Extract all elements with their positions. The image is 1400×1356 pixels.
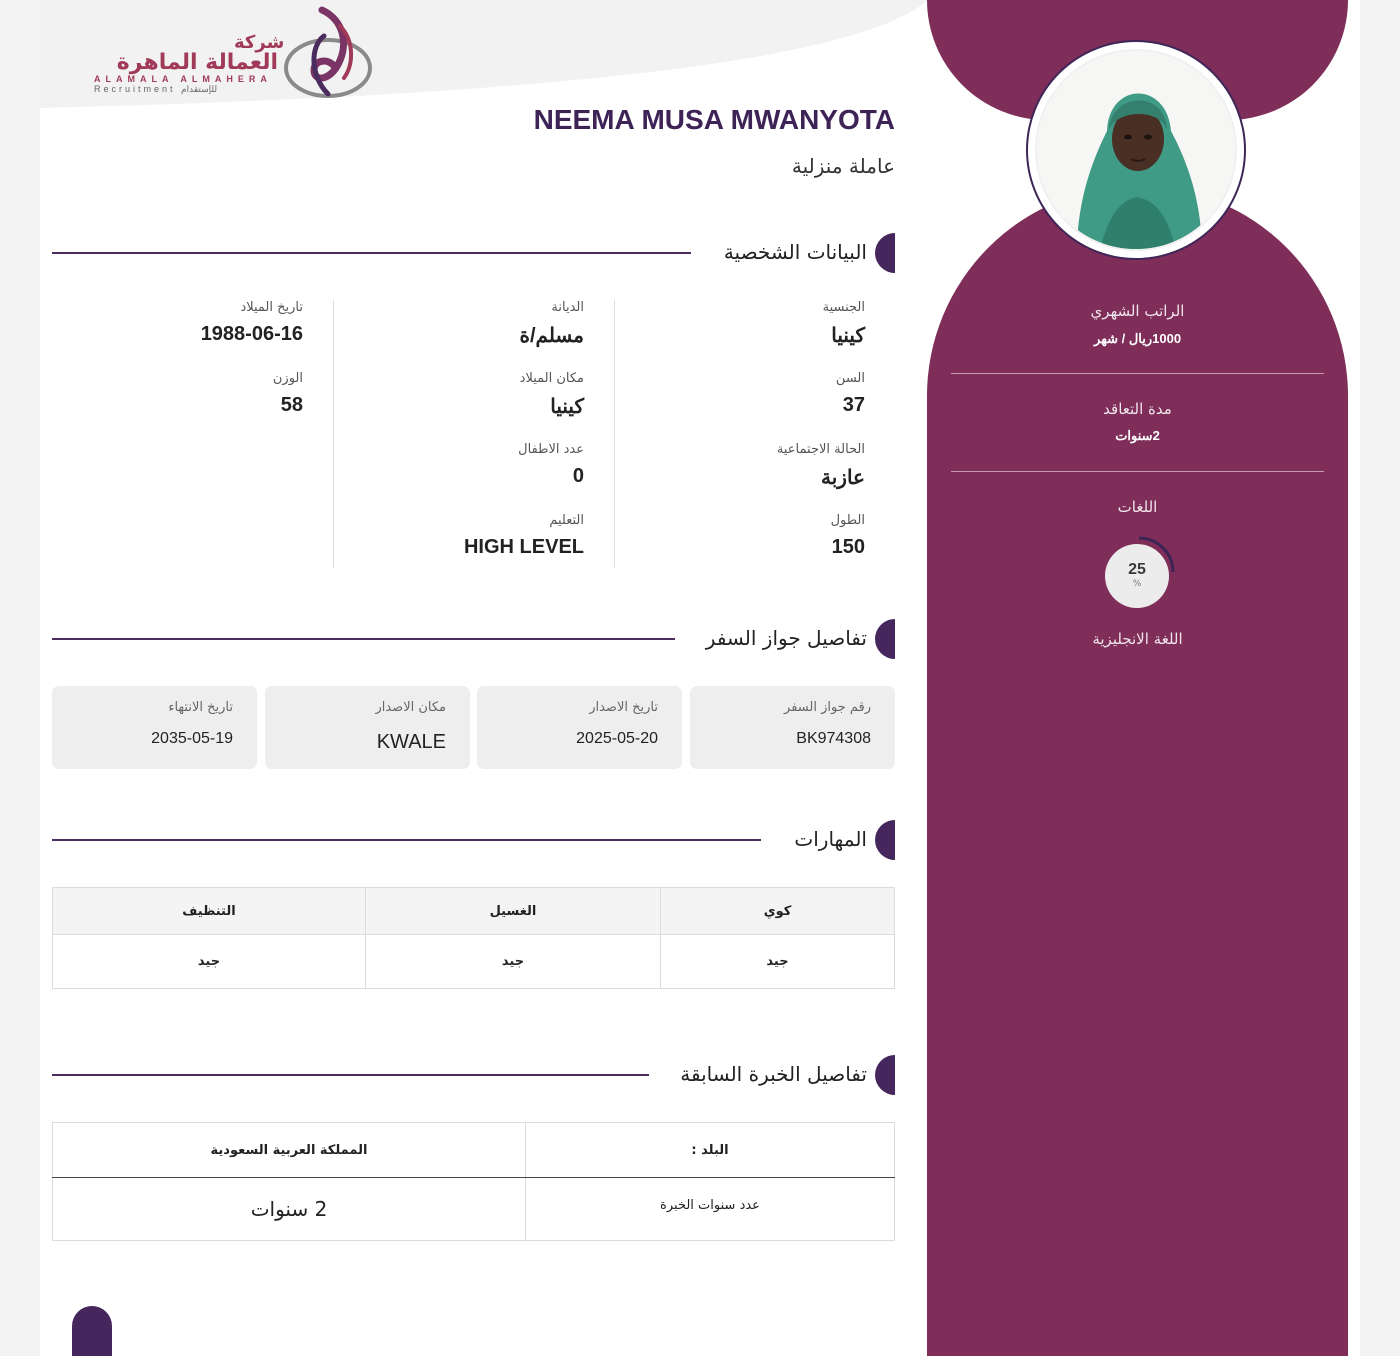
language-progress-core xyxy=(1105,544,1169,608)
personal-column-1 xyxy=(614,300,895,568)
info-age xyxy=(836,371,865,417)
section-title: تفاصيل الخبرة السابقة xyxy=(680,1062,867,1086)
person-avatar-icon xyxy=(1037,51,1237,251)
logo-english: ALAMALA ALMAHERA xyxy=(94,74,272,84)
languages-label: اللغات xyxy=(1117,498,1158,516)
passport-field-label: تاريخ الاصدار xyxy=(589,700,658,715)
section-header-passport xyxy=(52,619,895,659)
table-row xyxy=(53,1123,895,1178)
passport-issue-date-card xyxy=(477,686,682,769)
info-marital-status xyxy=(777,442,865,490)
section-header-experience xyxy=(52,1055,895,1095)
skill-level: جيد xyxy=(661,935,895,989)
passport-expiry-date-card xyxy=(52,686,257,769)
info-value: 37 xyxy=(842,394,865,416)
logo-emblem-icon xyxy=(284,6,376,100)
info-height xyxy=(831,513,865,559)
company-logo xyxy=(94,6,374,100)
experience-years-label: عدد سنوات الخبرة xyxy=(526,1178,895,1241)
info-label: الطول xyxy=(830,513,865,528)
info-value: عازبة xyxy=(821,467,865,489)
info-label: تاريخ الميلاد xyxy=(240,300,303,315)
info-label: الديانة xyxy=(551,300,584,315)
skill-header: التنظيف xyxy=(53,888,366,935)
info-religion xyxy=(519,300,584,348)
salary-value: 1000ريال / شهر xyxy=(1093,331,1182,346)
passport-field-label: رقم جواز السفر xyxy=(784,700,871,715)
experience-country-value: المملكة العربية السعودية xyxy=(53,1123,526,1178)
info-label: عدد الاطفال xyxy=(518,442,584,457)
page-footer-marker xyxy=(72,1306,112,1356)
passport-field-value: KWALE xyxy=(376,731,446,753)
info-label: مكان الميلاد xyxy=(519,371,584,386)
info-label: التعليم xyxy=(549,513,584,528)
info-value: 0 xyxy=(572,465,584,487)
info-children xyxy=(518,442,584,488)
skills-table xyxy=(52,887,895,989)
info-education xyxy=(464,513,584,559)
section-line xyxy=(52,252,691,254)
info-birth-place xyxy=(520,371,584,419)
table-row xyxy=(53,935,895,989)
passport-field-value: 2035-05-19 xyxy=(151,730,233,747)
experience-table xyxy=(52,1122,895,1241)
skill-header: كوي xyxy=(661,888,895,935)
info-value: كينيا xyxy=(550,396,584,418)
info-label: الحالة الاجتماعية xyxy=(776,442,865,457)
skill-level: جيد xyxy=(366,935,661,989)
experience-years-value: 2 سنوات xyxy=(53,1178,526,1241)
passport-field-label: مكان الاصدار xyxy=(375,700,446,715)
skill-level: جيد xyxy=(53,935,366,989)
personal-column-3 xyxy=(52,300,333,568)
logo-subtitle: Recruitment للإستقدام xyxy=(94,84,218,94)
passport-field-value: BK974308 xyxy=(796,730,871,747)
language-name: اللغة الانجليزية xyxy=(1092,630,1183,648)
passport-number-card xyxy=(690,686,895,769)
section-marker xyxy=(875,619,895,659)
profile-photo-frame xyxy=(1026,40,1246,260)
info-value: 1988-06-16 xyxy=(200,323,303,345)
personal-column-2 xyxy=(333,300,614,568)
contract-value: 2سنوات xyxy=(1115,428,1160,443)
info-label: السن xyxy=(835,371,865,386)
sidebar xyxy=(927,0,1348,1356)
sidebar-body-shape xyxy=(927,186,1348,1356)
skill-header: الغسيل xyxy=(366,888,661,935)
language-percent: 25 xyxy=(1128,561,1146,578)
job-title: عاملة منزلية xyxy=(791,154,895,178)
language-percent-symbol: % xyxy=(1132,579,1142,589)
section-header-skills xyxy=(52,820,895,860)
info-value: 58 xyxy=(280,394,303,416)
section-title: تفاصيل جواز السفر xyxy=(705,626,867,650)
salary-label: الراتب الشهري xyxy=(1090,302,1185,320)
language-progress-gauge xyxy=(1101,534,1177,610)
personal-info-grid xyxy=(52,300,895,568)
table-row xyxy=(53,1178,895,1241)
sidebar-divider xyxy=(951,471,1324,472)
experience-country-label: البلد : xyxy=(526,1123,895,1178)
logo-arabic-main: العمالة الماهرة xyxy=(116,50,278,75)
section-title: البيانات الشخصية xyxy=(723,240,867,264)
sidebar-divider xyxy=(951,373,1324,374)
section-title: المهارات xyxy=(794,827,867,851)
passport-field-value: 2025-05-20 xyxy=(576,730,658,747)
info-label: الجنسية xyxy=(822,300,865,315)
section-marker xyxy=(875,820,895,860)
section-line xyxy=(52,1074,649,1076)
info-value: كينيا xyxy=(831,325,865,347)
contract-label: مدة التعاقد xyxy=(1103,400,1172,418)
info-value: مسلم/ة xyxy=(519,325,584,347)
info-value: HIGH LEVEL xyxy=(463,536,584,558)
info-value: 150 xyxy=(831,536,865,558)
section-line xyxy=(52,638,675,640)
passport-issue-place-card xyxy=(265,686,470,769)
info-weight xyxy=(273,371,303,417)
section-line xyxy=(52,839,761,841)
section-header-personal xyxy=(52,233,895,273)
table-header-row xyxy=(53,888,895,935)
logo-arabic-top: شركة xyxy=(234,32,285,53)
candidate-name: NEEMA MUSA MWANYOTA xyxy=(533,104,895,135)
info-birth-date xyxy=(201,300,303,346)
profile-photo xyxy=(1035,49,1237,251)
info-nationality xyxy=(823,300,865,348)
info-label: الوزن xyxy=(272,371,303,386)
section-marker xyxy=(875,233,895,273)
section-marker xyxy=(875,1055,895,1095)
passport-field-label: تاريخ الانتهاء xyxy=(168,700,233,715)
